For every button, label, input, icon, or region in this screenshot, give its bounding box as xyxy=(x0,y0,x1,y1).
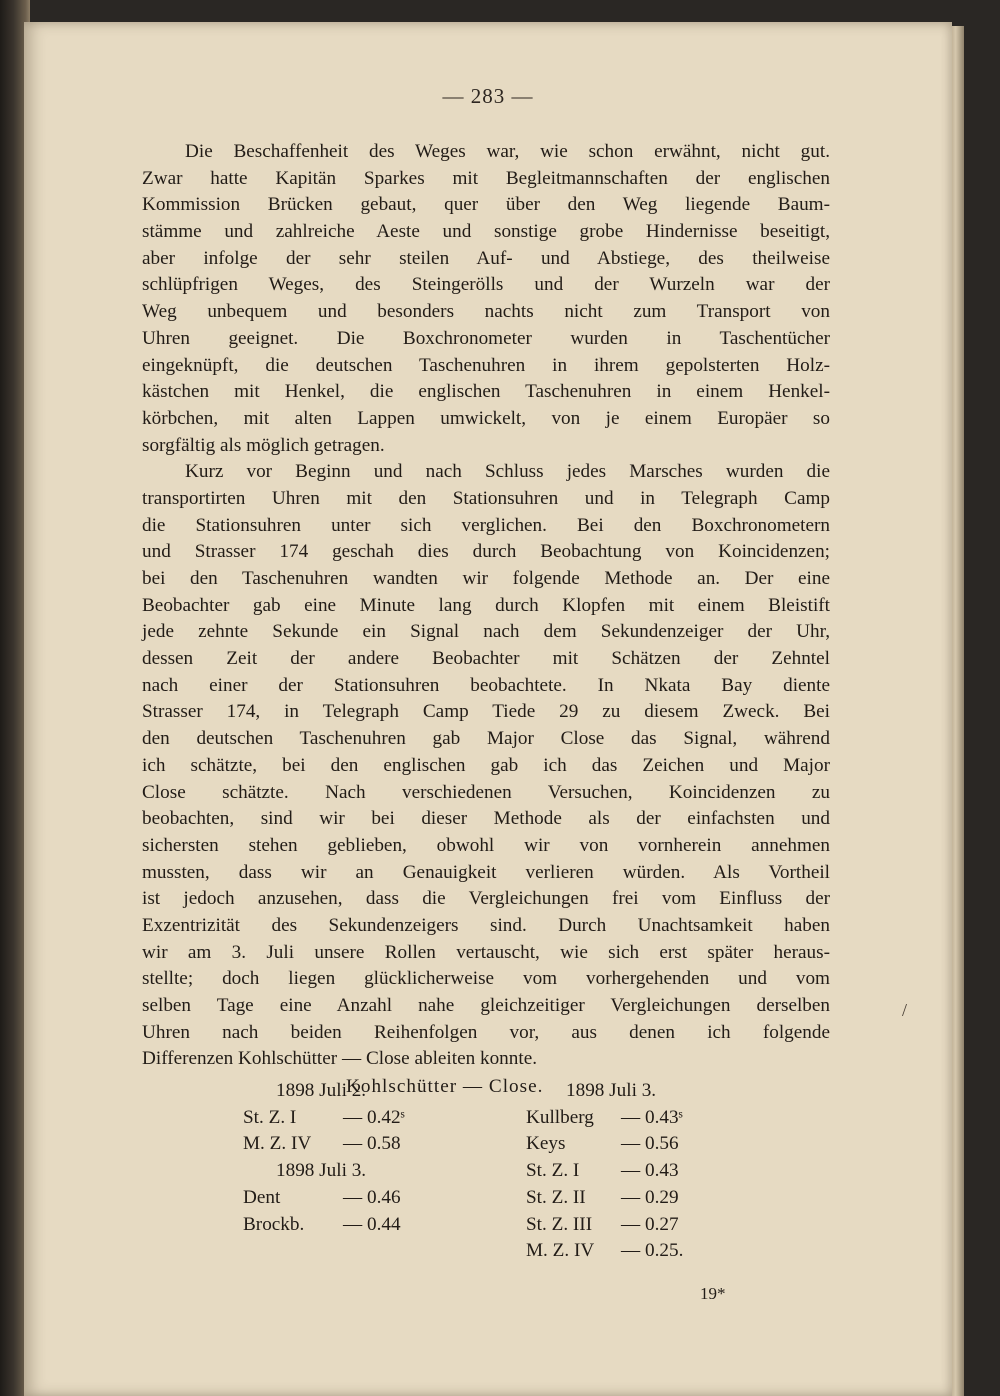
table-value: — 0.44 xyxy=(343,1213,401,1235)
table-value: — 0.43ˢ xyxy=(621,1106,683,1128)
table-value: — 0.43 xyxy=(621,1160,679,1182)
table-instrument: St. Z. II xyxy=(526,1186,586,1208)
text-line: wir am 3. Juli unsere Rollen vertauscht, wie sich erst später heraus- xyxy=(142,941,830,963)
text-line: selben Tage eine Anzahl nahe gleichzeitiger Vergleichungen derselben xyxy=(142,995,830,1016)
text-line: die Stationsuhren unter sich verglichen. Bei den Boxchronometern xyxy=(142,514,830,536)
page-edges xyxy=(950,26,964,1396)
table-value: — 0.25. xyxy=(621,1240,684,1262)
text-line: schlüpfrigen Weges, des Steingerölls und der Wurzeln war der xyxy=(142,274,830,296)
text-line: Strasser 174, in Telegraph Camp Tiede 29 zu diesem Zweck. Bei xyxy=(142,701,830,723)
text-line: und Strasser 174 geschah dies durch Beobachtung von Koincidenzen; xyxy=(142,541,830,563)
text-line: kästchen mit Henkel, die englischen Taschenuhren in einem Henkel- xyxy=(142,381,830,403)
table-instrument: Brockb. xyxy=(243,1213,305,1235)
table-instrument: St. Z. I xyxy=(243,1106,297,1128)
text-line: Exzentrizität des Sekundenzeigers sind. Durch Unachtsamkeit haben xyxy=(142,914,830,936)
text-line: Zwar hatte Kapitän Sparkes mit Begleitmannschaften der englischen xyxy=(142,167,830,189)
table-instrument: M. Z. IV xyxy=(526,1240,595,1262)
text-line: Close schätzte. Nach verschiedenen Versuchen, Koincidenzen zu xyxy=(142,781,830,803)
text-line: Uhren geeignet. Die Boxchronometer wurden in Taschentücher xyxy=(142,327,830,349)
table-value: — 0.56 xyxy=(621,1133,679,1155)
text-line: Die Beschaffenheit des Weges war, wie schon erwähnt, nicht gut. xyxy=(185,141,830,162)
text-line: mussten, dass wir an Genauigkeit verlieren würden. Als Vortheil xyxy=(142,861,830,883)
text-line: stämme und zahlreiche Aeste und sonstige grobe Hindernisse beseitigt, xyxy=(142,221,830,243)
text-line: Kurz vor Beginn und nach Schluss jedes Marsches wurden die xyxy=(185,461,830,483)
text-line: Kommission Brücken gebaut, quer über den Weg liegende Baum- xyxy=(142,194,830,216)
text-line: beobachten, sind wir bei dieser Methode als der einfachsten und xyxy=(142,808,830,830)
signature-mark: 19* xyxy=(700,1284,726,1303)
text-line: ich schätzte, bei den englischen gab ich das Zeichen und Major xyxy=(142,754,830,776)
table-value: — 0.42ˢ xyxy=(343,1106,405,1128)
text-line: aber infolge der sehr steilen Auf- und Abstiege, des theilweise xyxy=(142,247,830,269)
table-instrument: M. Z. IV xyxy=(243,1133,312,1155)
text-line: nach einer der Stationsuhren beobachtete. In Nkata Bay diente xyxy=(142,674,830,696)
text-line: ist jedoch anzusehen, dass die Vergleichungen frei vom Einfluss der xyxy=(142,888,830,910)
table-instrument: St. Z. III xyxy=(526,1213,593,1235)
table-date: 1898 Juli 3. xyxy=(276,1160,367,1182)
table-date: 1898 Juli 3. xyxy=(566,1080,657,1101)
text-line: körbchen, mit alten Lappen umwickelt, von je einem Europäer so xyxy=(142,407,830,429)
text-line: transportirten Uhren mit den Stationsuhren und in Telegraph Camp xyxy=(142,487,830,509)
margin-mark: / xyxy=(902,1000,908,1020)
table-instrument: St. Z. I xyxy=(526,1160,580,1182)
table-instrument: Keys xyxy=(526,1133,566,1155)
text-line: Uhren nach beiden Reihenfolgen vor, aus denen ich folgende xyxy=(142,1021,830,1043)
text-line: sichersten stehen geblieben, obwohl wir von vornherein annehmen xyxy=(142,834,830,856)
table-title: Kohlschütter — Close. xyxy=(346,1076,544,1097)
table-date: 1898 Juli 2. xyxy=(276,1080,367,1101)
table-value: — 0.58 xyxy=(343,1133,401,1155)
text-line: eingeknüpft, die deutschen Taschenuhren in ihrem gepolsterten Holz- xyxy=(142,354,830,376)
book-page xyxy=(24,22,952,1396)
table-value: — 0.29 xyxy=(621,1186,679,1208)
text-line: Weg unbequem und besonders nachts nicht zum Transport von xyxy=(142,301,830,323)
body-text xyxy=(142,139,830,1073)
table-value: — 0.27 xyxy=(621,1213,679,1235)
page-number: — 283 — xyxy=(442,84,534,108)
text-line: Beobachter gab eine Minute lang durch Klopfen mit einem Bleistift xyxy=(142,594,830,616)
text-line: den deutschen Taschenuhren gab Major Close das Signal, während xyxy=(142,728,830,750)
text-line: dessen Zeit der andere Beobachter mit Schätzen der Zehntel xyxy=(142,648,830,670)
text-line: sorgfältig als möglich getragen. xyxy=(142,434,385,456)
text-line: bei den Taschenuhren wandten wir folgende Methode an. Der eine xyxy=(142,568,830,589)
table-instrument: Dent xyxy=(243,1186,281,1208)
text-line: stellte; doch liegen glücklicherweise vom vorhergehenden und vom xyxy=(142,968,830,990)
table-instrument: Kullberg xyxy=(526,1106,594,1128)
text-line: Differenzen Kohlschütter — Close ableiten konnte. xyxy=(142,1048,538,1070)
table-value: — 0.46 xyxy=(343,1186,401,1208)
text-line: jede zehnte Sekunde ein Signal nach dem Sekundenzeiger der Uhr, xyxy=(142,621,830,643)
